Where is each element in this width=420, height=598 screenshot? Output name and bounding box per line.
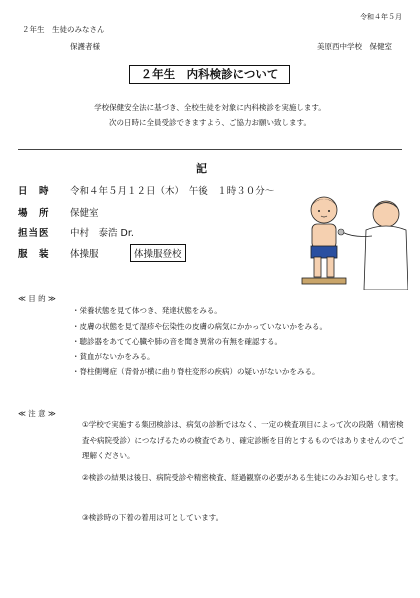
purpose-item: ・栄養状態を見て体つき、発達状態をみる。 xyxy=(72,306,222,315)
note-item: ①学校で実施する集団検診は、病気の診断ではなく、一定の検査項目によって次の段階（精密検査や病院受診）につなげるための検査であり、確定診断を目的とするものではありませんのでご理解ください。 xyxy=(82,420,405,460)
place-value: 保健室 xyxy=(70,208,99,219)
purpose-item: ・聴診器をあてて心臓や肺の音を聞き異常の有無を確認する。 xyxy=(72,337,282,346)
purpose-item: ・皮膚の状態を見て湿疹や伝染性の皮膚の病気にかかっていないかをみる。 xyxy=(72,322,327,331)
note-item: ②検診の結果は後日、病院受診や精密検査、経過観察の必要がある生徒にのみお知らせします。 xyxy=(82,473,403,482)
recipient-students: ２年生 生徒のみなさん xyxy=(22,25,105,34)
document-date: 令和４年５月 xyxy=(360,13,402,21)
document-title: ２年生 内科検診について xyxy=(129,65,290,84)
sender: 美原西中学校 保健室 xyxy=(317,42,392,51)
intro-line-1: 学校保健安全法に基づき、全校生徒を対象に内科検診を実施します。 xyxy=(94,103,326,112)
doctor-label: 担当医 xyxy=(18,228,50,239)
purpose-heading: ≪ 目 的 ≫ xyxy=(18,294,56,303)
place-label: 場 所 xyxy=(18,208,50,219)
notes-heading: ≪ 注 意 ≫ xyxy=(18,409,56,418)
clothing-label: 服 装 xyxy=(18,249,50,260)
purpose-item: ・貧血がないかをみる。 xyxy=(72,352,155,361)
checkup-illustration xyxy=(296,190,408,290)
intro-line-2: 次の日時に全員受診できますよう、ご協力お願い致します。 xyxy=(109,118,311,127)
datetime-value: 令和４年５月１２日（木） 午後 １時３０分～ xyxy=(70,186,275,197)
recipient-guardians: 保護者様 xyxy=(70,42,100,51)
note-item: ③検診時の下着の着用は可としています。 xyxy=(82,513,224,522)
doctor-value: 中村 泰浩 Dr. xyxy=(70,228,134,239)
divider xyxy=(18,149,402,150)
datetime-label: 日 時 xyxy=(18,186,50,197)
clothing-note-box: 体操服登校 xyxy=(130,244,186,262)
purpose-item: ・脊柱側彎症（背骨が横に曲り脊柱変形の疾病）の疑いがないかをみる。 xyxy=(72,367,320,376)
clothing-value: 体操服 xyxy=(70,249,99,260)
ki-heading: 記 xyxy=(196,162,207,175)
